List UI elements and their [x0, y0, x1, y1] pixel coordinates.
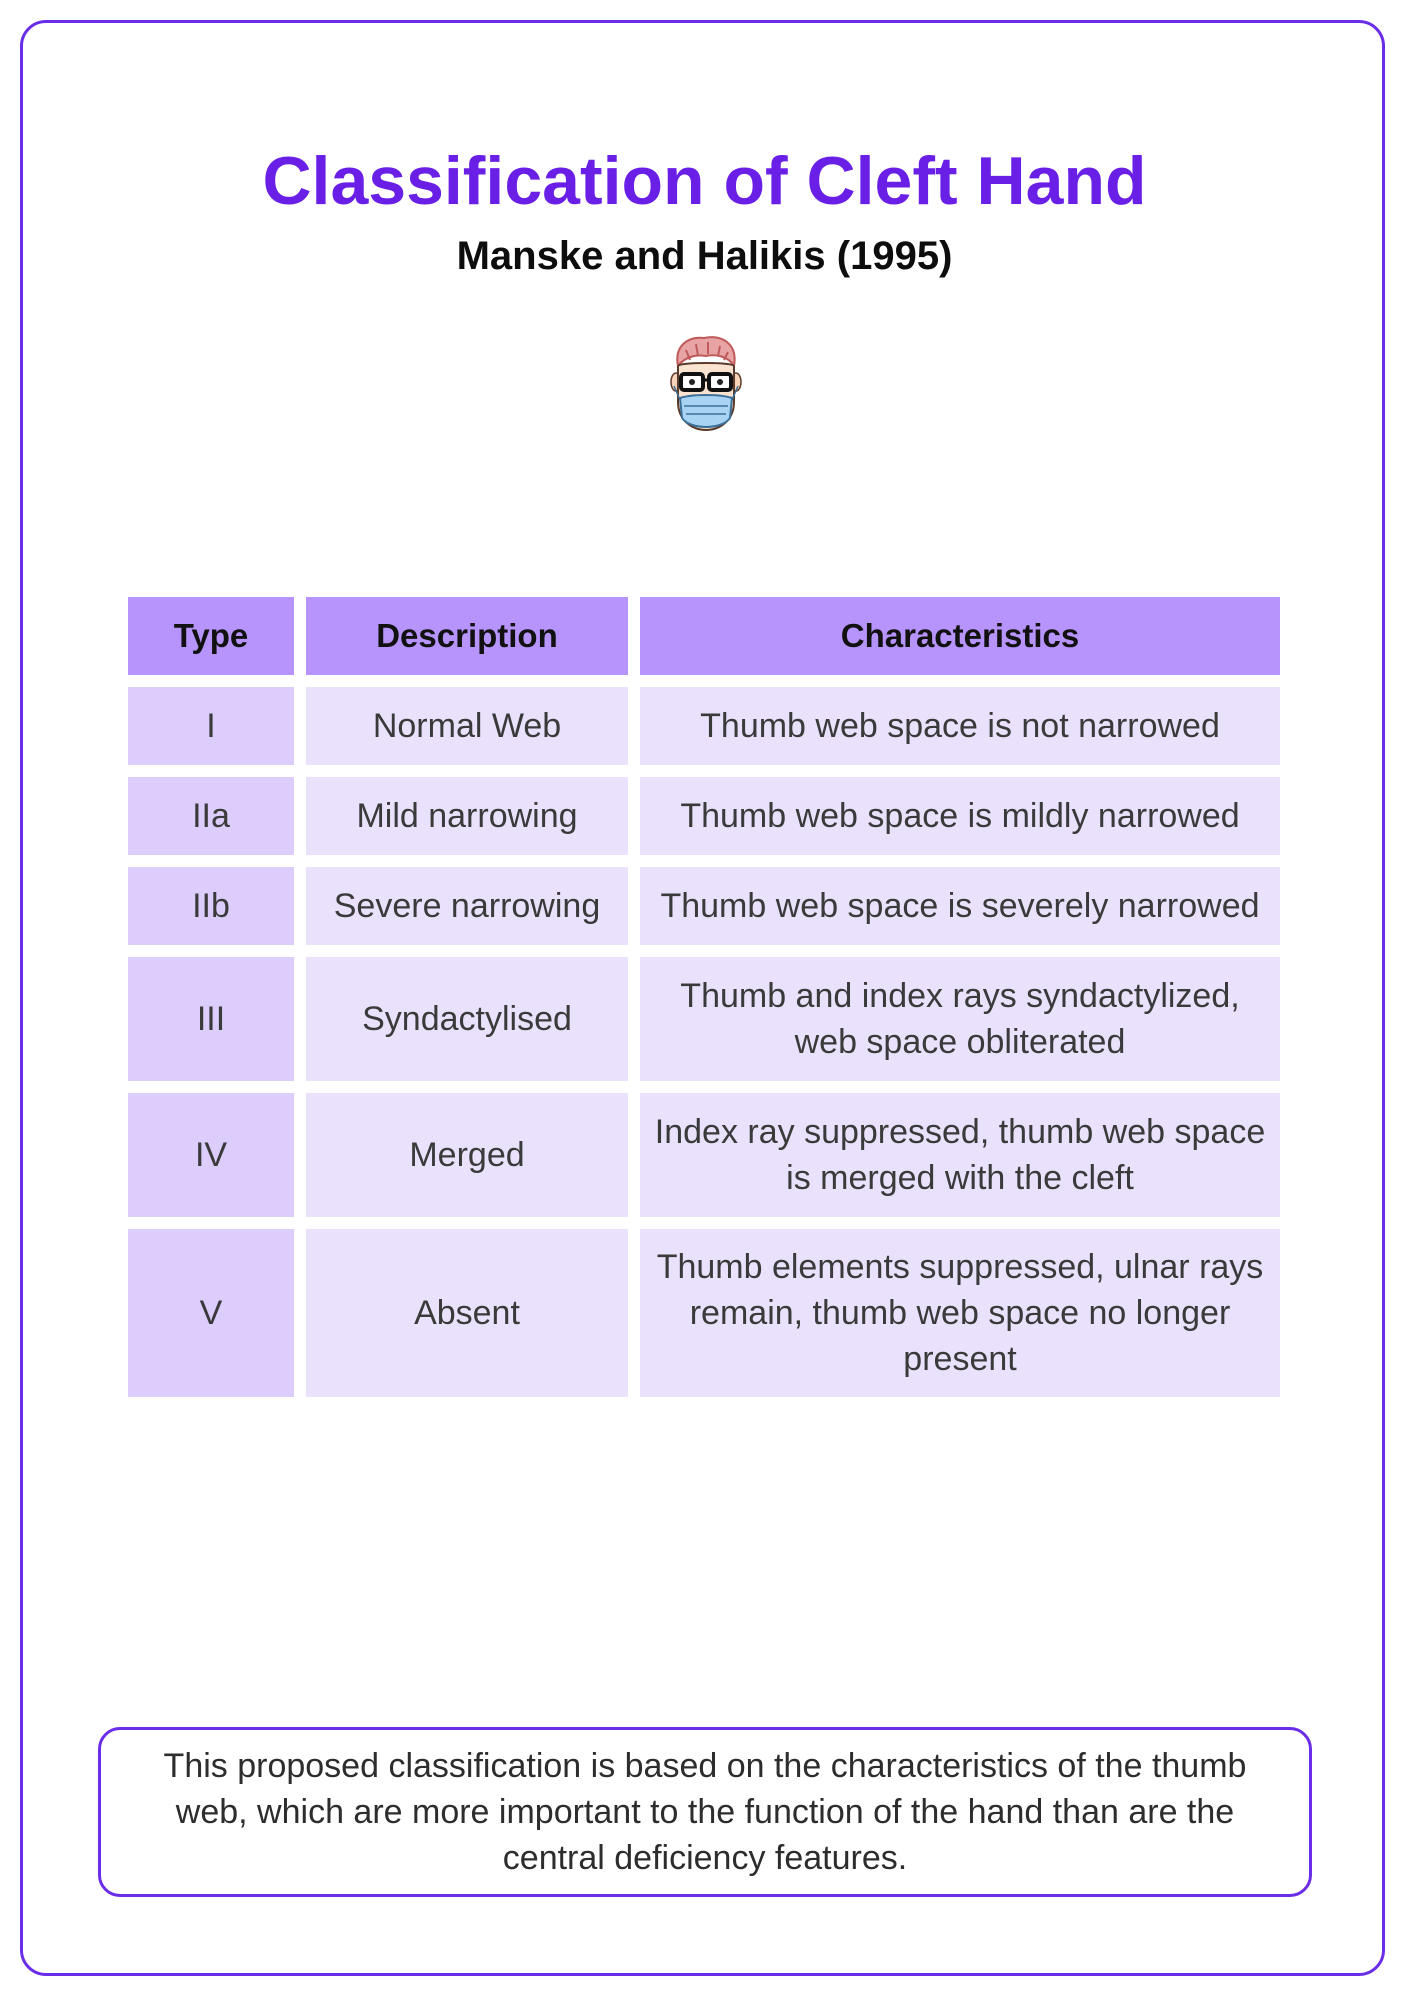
description-cell: Mild narrowing	[306, 777, 628, 855]
type-cell: III	[128, 957, 294, 1081]
page-subtitle: Manske and Halikis (1995)	[456, 234, 953, 278]
type-cell: I	[128, 687, 294, 765]
description-cell: Normal Web	[306, 687, 628, 765]
characteristics-cell: Index ray suppressed, thumb web space is merged with the cleft	[640, 1093, 1280, 1217]
type-cell: IV	[128, 1093, 294, 1217]
type-cell: V	[128, 1229, 294, 1397]
table-row	[128, 957, 1280, 1081]
table-row	[128, 687, 1280, 765]
characteristics-cell: Thumb web space is severely narrowed	[640, 867, 1280, 945]
description-cell: Syndactylised	[306, 957, 628, 1081]
table-row	[128, 1093, 1280, 1217]
type-cell: IIa	[128, 777, 294, 855]
type-cell: IIb	[128, 867, 294, 945]
characteristics-cell: Thumb web space is not narrowed	[640, 687, 1280, 765]
page-title: Classification of Cleft Hand	[262, 143, 1147, 219]
table-row	[128, 1229, 1280, 1397]
table-row	[128, 867, 1280, 945]
doctor-avatar-icon	[664, 332, 748, 438]
footnote-text: This proposed classification is based on the characteristics of the thumb web, which are more important to the function of the hand than are the central deficiency features.	[163, 1747, 1247, 1877]
description-cell: Merged	[306, 1093, 628, 1217]
characteristics-cell: Thumb web space is mildly narrowed	[640, 777, 1280, 855]
classification-table	[128, 597, 1280, 1409]
footnote-box	[98, 1727, 1312, 1897]
description-cell: Severe narrowing	[306, 867, 628, 945]
column-header-type: Type	[128, 597, 294, 675]
description-cell: Absent	[306, 1229, 628, 1397]
table-header-row	[128, 597, 1280, 675]
characteristics-cell: Thumb and index rays syndactylized, web space obliterated	[640, 957, 1280, 1081]
characteristics-cell: Thumb elements suppressed, ulnar rays remain, thumb web space no longer present	[640, 1229, 1280, 1397]
column-header-description: Description	[306, 597, 628, 675]
column-header-characteristics: Characteristics	[640, 597, 1280, 675]
table-row	[128, 777, 1280, 855]
